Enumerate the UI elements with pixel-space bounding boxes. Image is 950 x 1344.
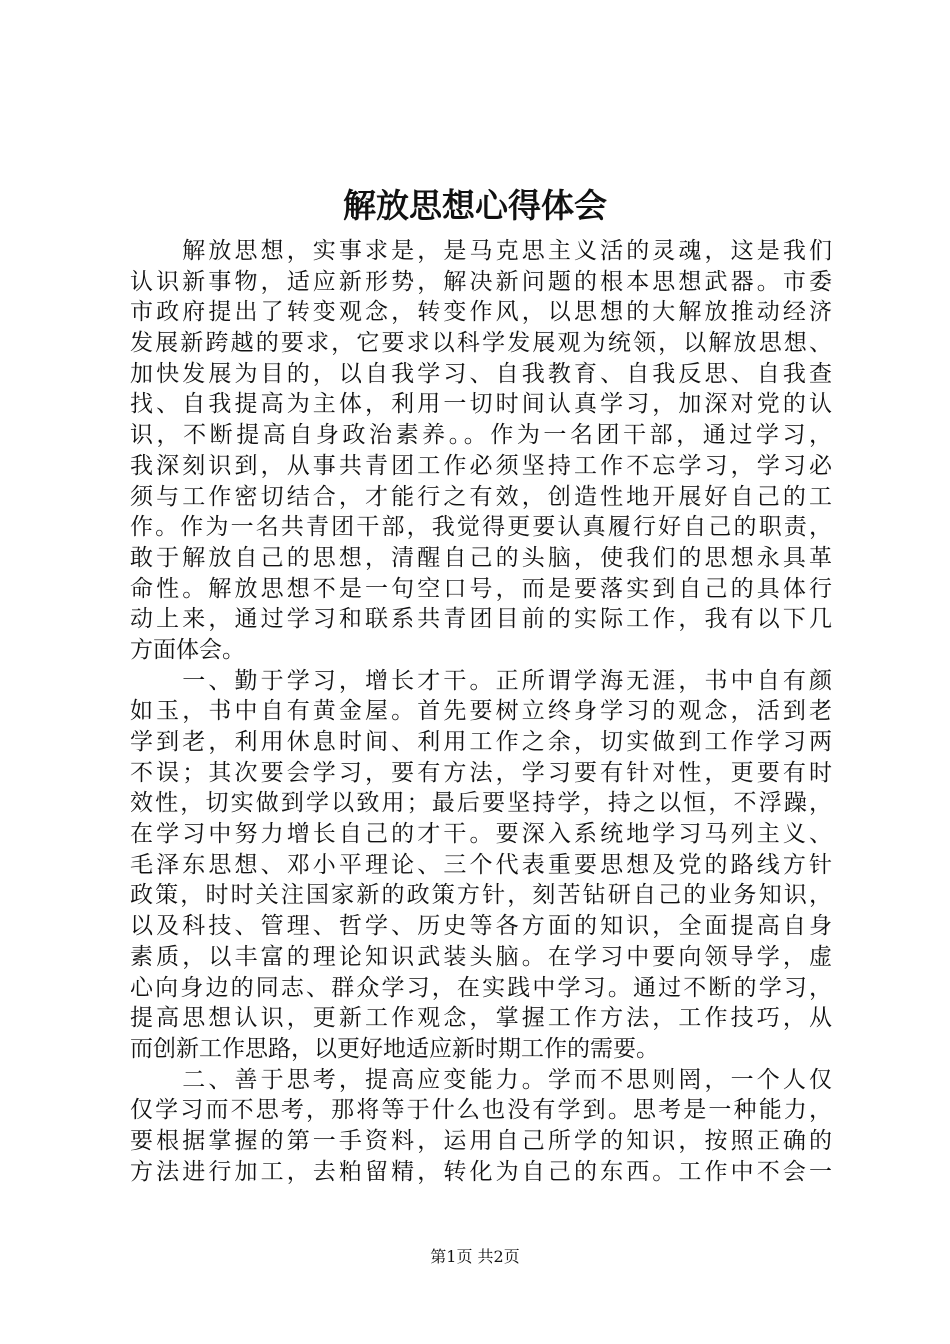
text-line: 识，不断提高自身政治素养。。作为一名团干部，通过学习， bbox=[130, 422, 832, 449]
text-line: 认识新事物，适应新形势，解决新问题的根本思想武器。市委 bbox=[130, 268, 832, 295]
text-line: 如玉，书中自有黄金屋。首先要树立终身学习的观念，活到老 bbox=[130, 698, 832, 725]
text-line: 发展新跨越的要求，它要求以科学发展观为统领，以解放思想、 bbox=[130, 330, 832, 357]
text-line: 加快发展为目的，以自我学习、自我教育、自我反思、自我查 bbox=[130, 360, 832, 387]
text-line: 解放思想，实事求是，是马克思主义活的灵魂，这是我们 bbox=[130, 238, 832, 264]
text-line: 学到老，利用休息时间、利用工作之余，切实做到工作学习两 bbox=[130, 729, 832, 755]
page-footer: 第1页 共2页 bbox=[430, 1247, 520, 1266]
text-line: 而创新工作思路，以更好地适应新时期工作的需要。 bbox=[130, 1035, 659, 1062]
text-line: 提高思想认识，更新工作观念，掌握工作方法，工作技巧，从 bbox=[130, 1005, 832, 1032]
text-line: 命性。解放思想不是一句空口号，而是要落实到自己的具体行 bbox=[130, 575, 832, 602]
text-line: 在学习中努力增长自己的才干。要深入系统地学习马列主义、 bbox=[130, 821, 832, 848]
text-line: 政策，时时关注国家新的政策方针，刻苦钻研自己的业务知识， bbox=[130, 882, 832, 909]
text-line: 要根据掌握的第一手资料，运用自己所学的知识，按照正确的 bbox=[130, 1127, 832, 1154]
text-line: 敢于解放自己的思想，清醒自己的头脑，使我们的思想永具革 bbox=[130, 544, 832, 571]
text-line: 不误；其次要会学习，要有方法，学习要有针对性，更要有时 bbox=[130, 759, 832, 786]
text-line: 作。作为一名共青团干部，我觉得更要认真履行好自己的职责， bbox=[130, 514, 832, 541]
text-line: 心向身边的同志、群众学习，在实践中学习。通过不断的学习， bbox=[130, 974, 832, 1001]
text-line: 仅学习而不思考，那将等于什么也没有学到。思考是一种能力， bbox=[130, 1097, 832, 1124]
text-line: 方面体会。 bbox=[130, 636, 245, 663]
text-line: 效性，切实做到学以致用；最后要坚持学，持之以恒，不浮躁， bbox=[130, 790, 832, 817]
text-line: 以及科技、管理、哲学、历史等各方面的知识，全面提高自身 bbox=[130, 913, 832, 940]
text-line: 我深刻识到，从事共青团工作必须坚持工作不忘学习，学习必 bbox=[130, 452, 832, 479]
text-line: 找、自我提高为主体，利用一切时间认真学习，加深对党的认 bbox=[130, 391, 832, 418]
text-line: 动上来，通过学习和联系共青团目前的实际工作，我有以下几 bbox=[130, 606, 832, 633]
text-line: 素质，以丰富的理论知识武装头脑。在学习中要向领导学，虚 bbox=[130, 943, 832, 970]
text-line: 二、善于思考，提高应变能力。学而不思则罔，一个人仅 bbox=[130, 1066, 832, 1093]
text-line: 一、勤于学习，增长才干。正所谓学海无涯，书中自有颜 bbox=[130, 667, 832, 694]
text-line: 方法进行加工，去粕留精，转化为自己的东西。工作中不会一 bbox=[130, 1158, 832, 1185]
text-line: 毛泽东思想、邓小平理论、三个代表重要思想及党的路线方针 bbox=[130, 851, 832, 878]
text-line: 市政府提出了转变观念，转变作风，以思想的大解放推动经济 bbox=[130, 299, 832, 326]
document-title: 解放思想心得体会 bbox=[343, 186, 607, 225]
text-line: 须与工作密切结合，才能行之有效，创造性地开展好自己的工 bbox=[130, 483, 832, 510]
document-body bbox=[130, 236, 832, 1187]
